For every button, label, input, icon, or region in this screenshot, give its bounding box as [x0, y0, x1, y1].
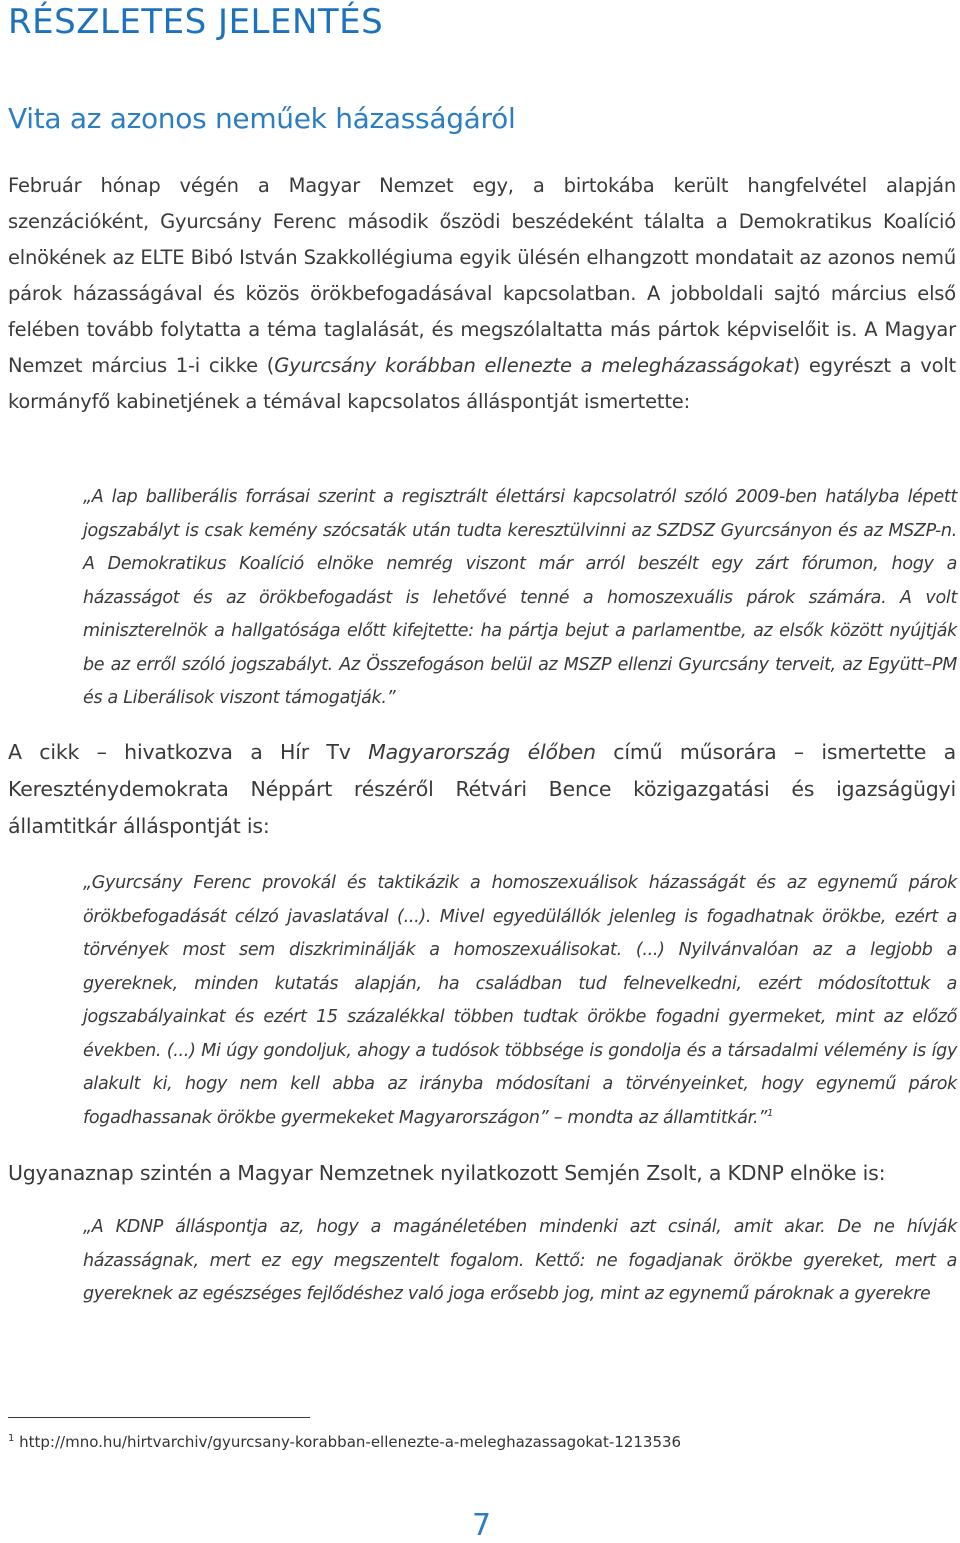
para2-text-2: című műsorára – ismertette a Kereszténydemokrata Néppárt részéről Rétvári Bence közigazgatási és igazságügyi államtitkár álláspontját is: — [8, 740, 956, 838]
quote-block-2 — [83, 867, 957, 1135]
tv-show-title-italic: Magyarország élőben — [368, 740, 596, 764]
paragraph-3: Ugyanaznap szintén a Magyar Nemzetnek nyilatkozott Semjén Zsolt, a KDNP elnöke is: — [8, 1161, 886, 1185]
footnote-divider — [8, 1417, 310, 1418]
footnote — [8, 1433, 681, 1451]
quote-block-3: „A KDNP álláspontja az, hogy a magánéletében mindenki azt csinál, amit akar. De ne hívják házasságnak, mert ez egy megszentelt fogalom. Kettő: ne fogadjanak örökbe gyereket, mert a gyereknek az egészséges fejlődéshez való joga erősebb jog, mint az egynemű pároknak a gyerekre — [83, 1217, 957, 1304]
footnote-reference: 1 — [766, 1107, 774, 1119]
intro-paragraph — [8, 168, 956, 420]
intro-text-2: ) egyrészt a volt kormányfő kabinetjének a témával kapcsolatos álláspontját ismertette: — [8, 354, 956, 413]
article-title-italic: Gyurcsány korábban ellenezte a melegházasságokat — [274, 354, 793, 377]
paragraph-2 — [8, 734, 956, 845]
footnote-number: 1 — [8, 1433, 15, 1444]
page-number: 7 — [472, 1508, 492, 1543]
report-heading: RÉSZLETES JELENTÉS — [8, 2, 384, 42]
intro-text-1: Február hónap végén a Magyar Nemzet egy, a birtokába került hangfelvétel alapján szenzációként, Gyurcsány Ferenc második őszödi beszédeként tálalta a Demokratikus Koalíció elnökének az ELTE Bibó István Szakkollégiuma egyik ülésén elhangzott mondatait az azonos nemű párok házasságával és közös örökbefogadásával kapcsolatban. A jobboldali sajtó március első felében tovább folytatta a téma taglalását, és megszólaltatta más pártok képviselőit is. A Magyar Nemzet március 1-i cikke ( — [8, 174, 956, 377]
quote-block-1: „A lap balliberális forrásai szerint a regisztrált élettársi kapcsolatról szóló 2009-ben hatályba lépett jogszabályt is csak kemény szócsaták után tudta keresztülvinni az SZDSZ Gyurcsányon és az MSZP-n. A Demokratikus Koalíció elnöke nemrég viszont már arról beszélt egy zárt fórumon, hogy a házasságot és az örökbefogadást is lehetővé tenné a homoszexuális párok számára. A volt miniszterelnök a hallgatósága előtt kifejtette: ha pártja bejut a parlamentbe, az elsők között nyújtják be az erről szóló jogszabályt. Az Összefogáson belül az MSZP ellenzi Gyurcsány terveit, az Együtt–PM és a Liberálisok viszont támogatják.” — [83, 487, 957, 708]
para2-text-1: A cikk – hivatkozva a Hír Tv — [8, 740, 369, 764]
section-title: Vita az azonos neműek házasságáról — [8, 102, 516, 135]
quote2-text: „Gyurcsány Ferenc provokál és taktikázik a homoszexuálisok házasságát és az egynemű párok örökbefogadását célzó javaslatával (...). Mivel egyedülállók jelenleg is fogadhatnak örökbe, ezért a törvények most sem diszkriminálják a homoszexuálisokat. (...) Nyilvánvalóan az a legjobb a gyereknek, minden kutatás alapján, ha családban tud felnevelkedni, ezért módosítottuk a jogszabályainkat és ezért 15 százalékkal többen tudtak örökbe fogadni gyermeket, mint az előző években. (...) Mi úgy gondoljuk, ahogy a tudósok többsége is gondolja és a társadalmi vélemény is így alakult ki, hogy nem kell abba az irányba módosítani a törvényeinket, hogy egynemű párok fogadhassanak örökbe gyermekeket Magyarországon” – mondta az államtitkár.” — [83, 873, 957, 1128]
footnote-link[interactable]: http://mno.hu/hirtvarchiv/gyurcsany-korabban-ellenezte-a-meleghazassagokat-1213536 — [14, 1433, 682, 1451]
